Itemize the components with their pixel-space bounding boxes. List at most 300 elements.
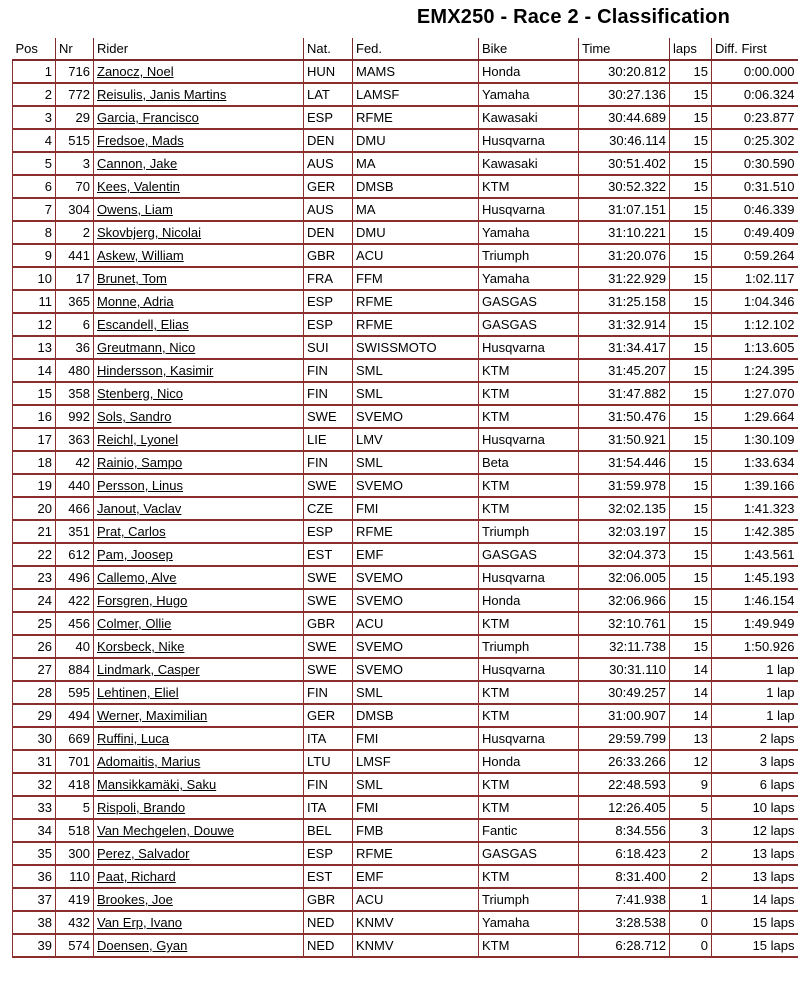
cell-bike: KTM — [479, 681, 579, 704]
cell-bike: Husqvarna — [479, 566, 579, 589]
cell-rider — [94, 727, 304, 750]
cell-nr: 3 — [56, 152, 94, 175]
table-row — [13, 152, 798, 175]
table-row — [13, 497, 798, 520]
cell-fed: SVEMO — [353, 474, 479, 497]
cell-laps: 0 — [670, 911, 712, 934]
table-row — [13, 612, 798, 635]
rider-link[interactable]: Owens, Liam — [97, 202, 173, 217]
cell-fed: RFME — [353, 106, 479, 129]
cell-pos: 5 — [13, 152, 56, 175]
cell-rider — [94, 658, 304, 681]
cell-pos: 17 — [13, 428, 56, 451]
cell-rider — [94, 474, 304, 497]
cell-diff-first: 0:31.510 — [712, 175, 798, 198]
cell-fed: EMF — [353, 865, 479, 888]
cell-rider — [94, 221, 304, 244]
rider-link[interactable]: Janout, Vaclav — [97, 501, 182, 516]
cell-nr: 496 — [56, 566, 94, 589]
cell-pos: 28 — [13, 681, 56, 704]
table-row — [13, 773, 798, 796]
cell-pos: 14 — [13, 359, 56, 382]
cell-fed: SVEMO — [353, 589, 479, 612]
cell-nat: AUS — [304, 198, 353, 221]
cell-rider — [94, 566, 304, 589]
cell-nr: 595 — [56, 681, 94, 704]
rider-link[interactable]: Rainio, Sampo — [97, 455, 183, 470]
cell-nr: 772 — [56, 83, 94, 106]
cell-rider — [94, 152, 304, 175]
cell-pos: 8 — [13, 221, 56, 244]
table-row — [13, 474, 798, 497]
column-header-nr: Nr — [56, 38, 94, 60]
cell-bike: Husqvarna — [479, 336, 579, 359]
cell-diff-first: 1:04.346 — [712, 290, 798, 313]
cell-bike: Kawasaki — [479, 152, 579, 175]
cell-bike: KTM — [479, 497, 579, 520]
cell-pos: 31 — [13, 750, 56, 773]
cell-laps: 15 — [670, 60, 712, 83]
cell-laps: 2 — [670, 842, 712, 865]
cell-rider — [94, 428, 304, 451]
rider-link[interactable]: Werner, Maximilian — [97, 708, 208, 723]
cell-time: 26:33.266 — [579, 750, 670, 773]
cell-diff-first: 1:33.634 — [712, 451, 798, 474]
cell-diff-first: 13 laps — [712, 865, 798, 888]
cell-rider — [94, 520, 304, 543]
cell-fed: RFME — [353, 290, 479, 313]
cell-laps: 15 — [670, 221, 712, 244]
cell-fed: ACU — [353, 612, 479, 635]
cell-bike: KTM — [479, 359, 579, 382]
cell-nr: 574 — [56, 934, 94, 957]
rider-link[interactable]: Callemo, Alve — [97, 570, 177, 585]
cell-nat: FIN — [304, 451, 353, 474]
cell-time: 22:48.593 — [579, 773, 670, 796]
rider-link[interactable]: Rispoli, Brando — [97, 800, 186, 815]
cell-nr: 6 — [56, 313, 94, 336]
rider-link[interactable]: Stenberg, Nico — [97, 386, 183, 401]
cell-bike: Honda — [479, 589, 579, 612]
cell-nr: 300 — [56, 842, 94, 865]
column-header-fed: Fed. — [353, 38, 479, 60]
cell-nr: 363 — [56, 428, 94, 451]
cell-nr: 365 — [56, 290, 94, 313]
rider-link[interactable]: Brookes, Joe — [97, 892, 173, 907]
cell-diff-first: 0:49.409 — [712, 221, 798, 244]
cell-rider — [94, 888, 304, 911]
cell-pos: 29 — [13, 704, 56, 727]
cell-bike: GASGAS — [479, 543, 579, 566]
table-row — [13, 451, 798, 474]
cell-diff-first: 15 laps — [712, 911, 798, 934]
page-title: EMX250 - Race 2 - Classification — [416, 6, 730, 28]
cell-pos: 7 — [13, 198, 56, 221]
cell-bike: Honda — [479, 60, 579, 83]
table-row — [13, 382, 798, 405]
cell-rider — [94, 290, 304, 313]
cell-time: 30:52.322 — [579, 175, 670, 198]
rider-link[interactable]: Garcia, Francisco — [97, 110, 199, 125]
cell-diff-first: 0:59.264 — [712, 244, 798, 267]
column-header-diff-first: Diff. First — [712, 38, 798, 60]
cell-nat: SWE — [304, 589, 353, 612]
cell-nat: ITA — [304, 796, 353, 819]
rider-link[interactable]: Reichl, Lyonel — [97, 432, 179, 447]
cell-time: 31:20.076 — [579, 244, 670, 267]
cell-fed: FMB — [353, 819, 479, 842]
table-row — [13, 888, 798, 911]
cell-bike: GASGAS — [479, 842, 579, 865]
table-row — [13, 842, 798, 865]
rider-link[interactable]: Monne, Adria — [97, 294, 174, 309]
cell-rider — [94, 911, 304, 934]
cell-time: 30:46.114 — [579, 129, 670, 152]
cell-laps: 15 — [670, 497, 712, 520]
cell-nat: BEL — [304, 819, 353, 842]
cell-time: 30:44.689 — [579, 106, 670, 129]
rider-link[interactable]: Escandell, Elias — [97, 317, 189, 332]
cell-rider — [94, 704, 304, 727]
cell-bike: Fantic — [479, 819, 579, 842]
table-row — [13, 359, 798, 382]
cell-time: 6:18.423 — [579, 842, 670, 865]
table-row — [13, 796, 798, 819]
cell-time: 32:06.966 — [579, 589, 670, 612]
cell-nat: HUN — [304, 60, 353, 83]
cell-laps: 15 — [670, 543, 712, 566]
cell-nat: LTU — [304, 750, 353, 773]
rider-link[interactable]: Persson, Linus — [97, 478, 183, 493]
cell-fed: RFME — [353, 313, 479, 336]
rider-link[interactable]: Skovbjerg, Nicolai — [97, 225, 202, 240]
cell-nat: CZE — [304, 497, 353, 520]
rider-link[interactable]: Forsgren, Hugo — [97, 593, 188, 608]
cell-rider — [94, 106, 304, 129]
cell-nat: GER — [304, 704, 353, 727]
cell-laps: 15 — [670, 129, 712, 152]
cell-nat: ESP — [304, 106, 353, 129]
cell-diff-first: 0:25.302 — [712, 129, 798, 152]
cell-nr: 5 — [56, 796, 94, 819]
cell-laps: 15 — [670, 198, 712, 221]
cell-bike: KTM — [479, 796, 579, 819]
table-row — [13, 428, 798, 451]
table-row — [13, 175, 798, 198]
cell-time: 31:25.158 — [579, 290, 670, 313]
cell-nr: 441 — [56, 244, 94, 267]
cell-diff-first: 1 lap — [712, 704, 798, 727]
cell-pos: 23 — [13, 566, 56, 589]
cell-bike: Yamaha — [479, 267, 579, 290]
cell-nat: FIN — [304, 359, 353, 382]
column-header-laps: laps — [670, 38, 712, 60]
cell-laps: 1 — [670, 888, 712, 911]
cell-nr: 351 — [56, 520, 94, 543]
rider-link[interactable]: Perez, Salvador — [97, 846, 190, 861]
cell-time: 32:03.197 — [579, 520, 670, 543]
cell-pos: 39 — [13, 934, 56, 957]
cell-bike: KTM — [479, 175, 579, 198]
cell-pos: 21 — [13, 520, 56, 543]
rider-link[interactable]: Pam, Joosep — [97, 547, 173, 562]
cell-rider — [94, 83, 304, 106]
table-row — [13, 198, 798, 221]
cell-diff-first: 2 laps — [712, 727, 798, 750]
cell-bike: Triumph — [479, 635, 579, 658]
cell-diff-first: 1:29.664 — [712, 405, 798, 428]
table-row — [13, 934, 798, 957]
cell-rider — [94, 635, 304, 658]
rider-link[interactable]: Ruffini, Luca — [97, 731, 170, 746]
cell-laps: 9 — [670, 773, 712, 796]
rider-link[interactable]: Van Mechgelen, Douwe — [97, 823, 235, 838]
cell-time: 31:47.882 — [579, 382, 670, 405]
table-row — [13, 129, 798, 152]
cell-rider — [94, 773, 304, 796]
rider-link[interactable]: Doensen, Gyan — [97, 938, 188, 953]
cell-nr: 701 — [56, 750, 94, 773]
table-row — [13, 83, 798, 106]
cell-nr: 612 — [56, 543, 94, 566]
cell-nat: SUI — [304, 336, 353, 359]
cell-diff-first: 14 laps — [712, 888, 798, 911]
cell-bike: KTM — [479, 934, 579, 957]
table-row — [13, 313, 798, 336]
cell-pos: 10 — [13, 267, 56, 290]
cell-bike: Honda — [479, 750, 579, 773]
cell-nat: GBR — [304, 244, 353, 267]
cell-rider — [94, 198, 304, 221]
cell-pos: 4 — [13, 129, 56, 152]
rider-link[interactable]: Adomaitis, Marius — [97, 754, 201, 769]
cell-diff-first: 1:24.395 — [712, 359, 798, 382]
cell-time: 3:28.538 — [579, 911, 670, 934]
table-row — [13, 658, 798, 681]
rider-link[interactable]: Greutmann, Nico — [97, 340, 196, 355]
cell-nat: FIN — [304, 773, 353, 796]
cell-time: 7:41.938 — [579, 888, 670, 911]
table-row — [13, 244, 798, 267]
cell-diff-first: 1 lap — [712, 681, 798, 704]
column-header-nat: Nat. — [304, 38, 353, 60]
cell-nat: ITA — [304, 727, 353, 750]
cell-rider — [94, 60, 304, 83]
rider-link[interactable]: Sols, Sandro — [97, 409, 172, 424]
cell-diff-first: 0:46.339 — [712, 198, 798, 221]
cell-fed: LAMSF — [353, 83, 479, 106]
rider-link[interactable]: Korsbeck, Nike — [97, 639, 185, 654]
cell-laps: 15 — [670, 244, 712, 267]
cell-nat: DEN — [304, 221, 353, 244]
cell-nr: 456 — [56, 612, 94, 635]
cell-laps: 2 — [670, 865, 712, 888]
cell-nat: ESP — [304, 313, 353, 336]
cell-bike: KTM — [479, 865, 579, 888]
cell-time: 29:59.799 — [579, 727, 670, 750]
cell-nr: 480 — [56, 359, 94, 382]
cell-diff-first: 0:00.000 — [712, 60, 798, 83]
cell-fed: DMSB — [353, 704, 479, 727]
cell-fed: ACU — [353, 244, 479, 267]
cell-nat: GBR — [304, 612, 353, 635]
cell-bike: KTM — [479, 382, 579, 405]
cell-nr: 304 — [56, 198, 94, 221]
cell-bike: Husqvarna — [479, 727, 579, 750]
cell-nat: NED — [304, 934, 353, 957]
cell-laps: 15 — [670, 267, 712, 290]
cell-nr: 110 — [56, 865, 94, 888]
table-body — [13, 60, 798, 957]
cell-laps: 15 — [670, 405, 712, 428]
cell-nr: 17 — [56, 267, 94, 290]
rider-link[interactable]: Askew, William — [97, 248, 184, 263]
cell-rider — [94, 175, 304, 198]
cell-rider — [94, 842, 304, 865]
rider-link[interactable]: Fredsoe, Mads — [97, 133, 184, 148]
cell-time: 32:06.005 — [579, 566, 670, 589]
cell-laps: 15 — [670, 520, 712, 543]
table-row — [13, 405, 798, 428]
rider-link[interactable]: Prat, Carlos — [97, 524, 166, 539]
rider-link[interactable]: Paat, Richard — [97, 869, 176, 884]
cell-laps: 15 — [670, 635, 712, 658]
cell-pos: 35 — [13, 842, 56, 865]
cell-laps: 15 — [670, 566, 712, 589]
rider-link[interactable]: Lehtinen, Eliel — [97, 685, 179, 700]
cell-time: 31:32.914 — [579, 313, 670, 336]
rider-link[interactable]: Cannon, Jake — [97, 156, 178, 171]
cell-time: 8:34.556 — [579, 819, 670, 842]
cell-pos: 15 — [13, 382, 56, 405]
cell-fed: SML — [353, 382, 479, 405]
cell-pos: 1 — [13, 60, 56, 83]
cell-nr: 515 — [56, 129, 94, 152]
rider-link[interactable]: Lindmark, Casper — [97, 662, 200, 677]
rider-link[interactable]: Brunet, Tom — [97, 271, 167, 286]
cell-bike: Triumph — [479, 244, 579, 267]
cell-rider — [94, 750, 304, 773]
cell-bike: Husqvarna — [479, 428, 579, 451]
cell-pos: 22 — [13, 543, 56, 566]
cell-nat: SWE — [304, 566, 353, 589]
cell-diff-first: 12 laps — [712, 819, 798, 842]
rider-link[interactable]: Reisulis, Janis Martins — [97, 87, 227, 102]
cell-nat: ESP — [304, 520, 353, 543]
cell-laps: 15 — [670, 175, 712, 198]
cell-bike: Yamaha — [479, 83, 579, 106]
cell-pos: 37 — [13, 888, 56, 911]
cell-laps: 15 — [670, 612, 712, 635]
table-header-row — [13, 38, 798, 60]
rider-link[interactable]: Hindersson, Kasimir — [97, 363, 214, 378]
cell-nat: EST — [304, 865, 353, 888]
cell-diff-first: 1 lap — [712, 658, 798, 681]
cell-pos: 3 — [13, 106, 56, 129]
cell-pos: 6 — [13, 175, 56, 198]
cell-fed: RFME — [353, 842, 479, 865]
cell-nat: DEN — [304, 129, 353, 152]
cell-laps: 13 — [670, 727, 712, 750]
cell-pos: 16 — [13, 405, 56, 428]
cell-laps: 15 — [670, 451, 712, 474]
rider-link[interactable]: Mansikkamäki, Saku — [97, 777, 217, 792]
cell-fed: FMI — [353, 727, 479, 750]
cell-time: 32:04.373 — [579, 543, 670, 566]
cell-fed: LMV — [353, 428, 479, 451]
cell-time: 32:11.738 — [579, 635, 670, 658]
rider-link[interactable]: Van Erp, Ivano — [97, 915, 183, 930]
cell-diff-first: 1:27.070 — [712, 382, 798, 405]
cell-rider — [94, 336, 304, 359]
cell-laps: 15 — [670, 589, 712, 612]
cell-fed: KNMV — [353, 934, 479, 957]
cell-pos: 24 — [13, 589, 56, 612]
cell-bike: GASGAS — [479, 290, 579, 313]
rider-link[interactable]: Kees, Valentin — [97, 179, 180, 194]
cell-nat: LIE — [304, 428, 353, 451]
cell-diff-first: 0:23.877 — [712, 106, 798, 129]
cell-bike: Beta — [479, 451, 579, 474]
cell-fed: MA — [353, 152, 479, 175]
cell-rider — [94, 267, 304, 290]
cell-rider — [94, 244, 304, 267]
cell-diff-first: 1:42.385 — [712, 520, 798, 543]
rider-link[interactable]: Zanocz, Noel — [97, 64, 174, 79]
cell-time: 31:54.446 — [579, 451, 670, 474]
cell-diff-first: 1:02.117 — [712, 267, 798, 290]
table-row — [13, 267, 798, 290]
cell-pos: 13 — [13, 336, 56, 359]
cell-nat: GER — [304, 175, 353, 198]
cell-nr: 36 — [56, 336, 94, 359]
cell-nat: LAT — [304, 83, 353, 106]
classification-table — [12, 38, 798, 958]
rider-link[interactable]: Colmer, Ollie — [97, 616, 172, 631]
cell-diff-first: 1:13.605 — [712, 336, 798, 359]
cell-diff-first: 1:39.166 — [712, 474, 798, 497]
cell-laps: 15 — [670, 474, 712, 497]
cell-pos: 2 — [13, 83, 56, 106]
cell-time: 30:20.812 — [579, 60, 670, 83]
table-row — [13, 543, 798, 566]
cell-time: 31:00.907 — [579, 704, 670, 727]
cell-pos: 12 — [13, 313, 56, 336]
cell-rider — [94, 129, 304, 152]
cell-laps: 15 — [670, 83, 712, 106]
cell-time: 31:59.978 — [579, 474, 670, 497]
cell-nat: FIN — [304, 681, 353, 704]
cell-diff-first: 13 laps — [712, 842, 798, 865]
cell-nat: SWE — [304, 474, 353, 497]
cell-fed: FFM — [353, 267, 479, 290]
table-row — [13, 290, 798, 313]
cell-nr: 992 — [56, 405, 94, 428]
cell-nr: 422 — [56, 589, 94, 612]
cell-nat: ESP — [304, 842, 353, 865]
cell-pos: 26 — [13, 635, 56, 658]
table-row — [13, 566, 798, 589]
cell-rider — [94, 796, 304, 819]
cell-diff-first: 1:12.102 — [712, 313, 798, 336]
cell-fed: FMI — [353, 796, 479, 819]
cell-bike: Triumph — [479, 888, 579, 911]
cell-rider — [94, 934, 304, 957]
cell-rider — [94, 405, 304, 428]
cell-nr: 29 — [56, 106, 94, 129]
cell-time: 32:10.761 — [579, 612, 670, 635]
cell-nat: EST — [304, 543, 353, 566]
